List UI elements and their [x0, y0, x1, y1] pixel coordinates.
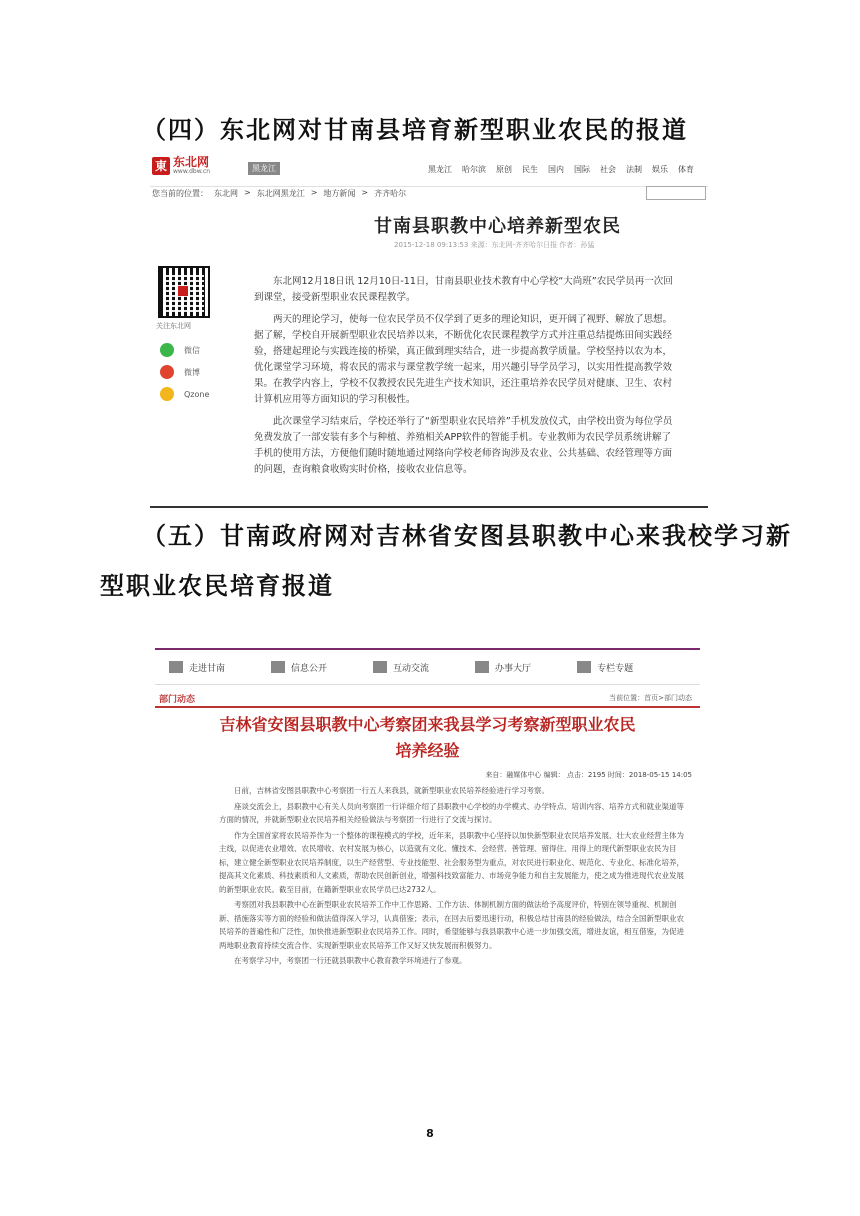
breadcrumb-separator: >: [310, 188, 318, 197]
page-number: 8: [426, 1127, 434, 1140]
nav-label: 走进甘南: [189, 663, 226, 674]
logo-url: www.dbw.cn: [173, 168, 211, 175]
article-paragraph: 考察团对我县职教中心在新型职业农民培养工作中工作思路、工作方法、体制机制方面的做法给予高度评价，特别在领导重视、机制创新、措施落实等方面的经验和做法值得深入学习，认真借鉴；表示，在回去后要迅速行动，积极总结甘南县的经验做法，结合全国新型职业农民培养的普遍性和广泛性，加快推进新型职业农民培养工作。同时，希望能够与我县职教中心进一步加强交流，增进友谊，相互借鉴，为促进两地职业教育持续交流合作、实现新型职业农民培养工作又好又快发展而积极努力。: [219, 900, 684, 950]
nav-item[interactable]: 黑龙江: [428, 165, 452, 174]
share-wechat[interactable]: [160, 343, 234, 357]
breadcrumb-link[interactable]: 齐齐哈尔: [374, 189, 407, 198]
section-bar: [155, 692, 700, 708]
nav-item[interactable]: 原创: [496, 165, 512, 174]
share-label: 微博: [184, 367, 200, 377]
location-breadcrumb[interactable]: 当前位置：首页>部门动态: [609, 694, 692, 702]
nav-item[interactable]: 国际: [574, 165, 590, 174]
site-nav: [428, 164, 694, 175]
gov-nav: [155, 648, 700, 685]
article-meta: 来自：融媒体中心 编辑： 点击：2195 时间：2018-05-15 14:05: [485, 771, 692, 779]
search-input[interactable]: [646, 186, 706, 200]
logo-text: 东北网: [173, 155, 210, 169]
breadcrumb-link[interactable]: 东北网: [214, 189, 238, 198]
screenshot-dbw-article: [150, 150, 708, 508]
article-meta: 2015-12-18 09:13:53 来源：东北网-齐齐哈尔日报 作者：孙猛: [394, 241, 595, 249]
nav-item[interactable]: [271, 661, 327, 674]
breadcrumb-link[interactable]: 东北网黑龙江: [256, 189, 305, 198]
share-qzone[interactable]: [160, 387, 234, 401]
breadcrumb-prefix: 您当前的位置：: [152, 189, 208, 198]
share-label: Qzone: [184, 389, 210, 399]
chat-icon: [475, 661, 489, 673]
article-title: 吉林省安图县职教中心考察团来我县学习考察新型职业农民: [219, 715, 636, 734]
article-paragraph: 此次课堂学习结束后，学校还举行了“新型职业农民培养”手机发放仪式，由学校出资为每位学员免费发放了一部安装有多个与种植、养殖相关APP软件的智能手机。专业教师为农民学员系统讲解了手机的使用方法，方便他们随时随地通过网络向学校老师咨询涉及农业、公共基础、农经管理等方面的问题，查询粮食收购实时价格，接收农业信息等。: [254, 416, 673, 475]
home-icon: [169, 661, 183, 673]
nav-item[interactable]: [373, 661, 429, 674]
nav-item[interactable]: [577, 661, 633, 674]
nav-item[interactable]: 娱乐: [652, 165, 668, 174]
nav-item[interactable]: 哈尔滨: [462, 165, 486, 174]
nav-item[interactable]: 体育: [678, 165, 694, 174]
article-paragraph: 东北网12月18日讯 12月10日-11日，甘南县职业技术教育中心学校“大尚班”农民学员再一次回到课堂，接受新型职业农民课程教学。: [254, 276, 673, 303]
people-icon: [373, 661, 387, 673]
article-title-cont: 培养经验: [395, 741, 460, 760]
article-body: [254, 274, 680, 484]
nav-item[interactable]: 国内: [548, 165, 564, 174]
share-sidebar: [154, 266, 234, 409]
section-label: 部门动态: [159, 695, 196, 705]
site-header: [150, 150, 708, 187]
article-paragraph: 在考察学习中，考察团一行还就县职教中心教育教学环境进行了参观。: [234, 956, 467, 965]
qr-caption: 关注东北网: [156, 322, 191, 330]
article-title: 甘南县职教中心培养新型农民: [374, 216, 621, 237]
share-weibo[interactable]: [160, 365, 234, 379]
wechat-icon: [160, 343, 174, 357]
weibo-icon: [160, 365, 174, 379]
article-paragraph: 日前，吉林省安图县职教中心考察团一行五人来我县，就新型职业农民培养经验进行学习考察。: [234, 786, 549, 795]
nav-item[interactable]: 社会: [600, 165, 616, 174]
nav-item[interactable]: 民生: [522, 165, 538, 174]
nav-label: 信息公开: [291, 663, 328, 674]
section-heading-4: （四）东北网对甘南县培育新型职业农民的报道: [142, 115, 688, 144]
breadcrumb-separator: >: [361, 188, 369, 197]
breadcrumb-link[interactable]: 地方新闻: [323, 189, 356, 198]
region-badge[interactable]: 黑龙江: [248, 162, 280, 175]
nav-label: 专栏专题: [597, 663, 634, 674]
breadcrumb-separator: >: [244, 188, 251, 197]
nav-label: 互动交流: [393, 663, 430, 674]
section-heading-5: （五）甘南政府网对吉林省安图县职教中心来我校学习新: [142, 521, 792, 550]
nav-item[interactable]: [169, 661, 225, 674]
site-logo[interactable]: [152, 156, 210, 175]
breadcrumb: [152, 188, 406, 199]
qr-code-icon: [158, 266, 210, 318]
nav-label: 办事大厅: [495, 663, 532, 674]
logo-mark: 東: [152, 157, 170, 175]
nav-item[interactable]: [475, 661, 531, 674]
article-paragraph: 座谈交流会上，县职教中心有关人员向考察团一行详细介绍了县职教中心学校的办学模式、办学特点、培训内容、培养方式和就业渠道等方面的情况，并就新型职业农民培养相关经验做法与考察团一行进行了交流与探讨。: [219, 801, 684, 824]
nav-item[interactable]: 法制: [626, 165, 642, 174]
article-paragraph: 作为全国首家将农民培养作为一个整体的课程模式的学校，近年来，县职教中心坚持以加快新型职业农民培养发展、壮大农业经营主体为主线，以促进农业增效、农民增收、农村发展为核心，以造就有文化、懂技术、会经营、善管理、留得住、用得上的现代新型职业农民为目标，建立健全新型职业农民培养制度，以生产经营型、专业技能型、社会服务型为重点，对农民进行职业化、规范化、专业化、标准化培养，提高其文化素质、科技素质和人文素质，帮助农民创新创业，增强科技致富能力、市场竞争能力和自主发展能力，使之成为推进现代农业发展的新型职业农民。截至目前，在籍新型职业农民学员已达2732人。: [219, 830, 684, 894]
document-icon: [271, 661, 285, 673]
article-body: [219, 784, 691, 970]
screenshot-gannan-gov-article: [155, 648, 700, 1020]
qzone-icon: [160, 387, 174, 401]
article-paragraph: 两天的理论学习，使每一位农民学员不仅学到了更多的理论知识，更开阔了视野、解放了思想。据了解，学校自开展新型职业农民培养以来，不断优化农民课程教学方式并注重总结提炼田间实践经验，搭建起理论与实践连接的桥梁，真正做到理实结合，进一步提高教学质量。学校坚持以农为本，优化课堂学习环境，将农民的需求与课堂教学统一起来，用兴趣引导学员学习，以实用性提高教学效果。在教学内容上，学校不仅教授农民先进生产技术知识，还注重培养农民学员对健康、卫生、农村计算机应用等方面知识的学习积极性。: [254, 314, 673, 405]
share-label: 微信: [184, 345, 200, 355]
folder-icon: [577, 661, 591, 673]
section-heading-5-cont: 型职业农民培育报道: [100, 571, 334, 600]
